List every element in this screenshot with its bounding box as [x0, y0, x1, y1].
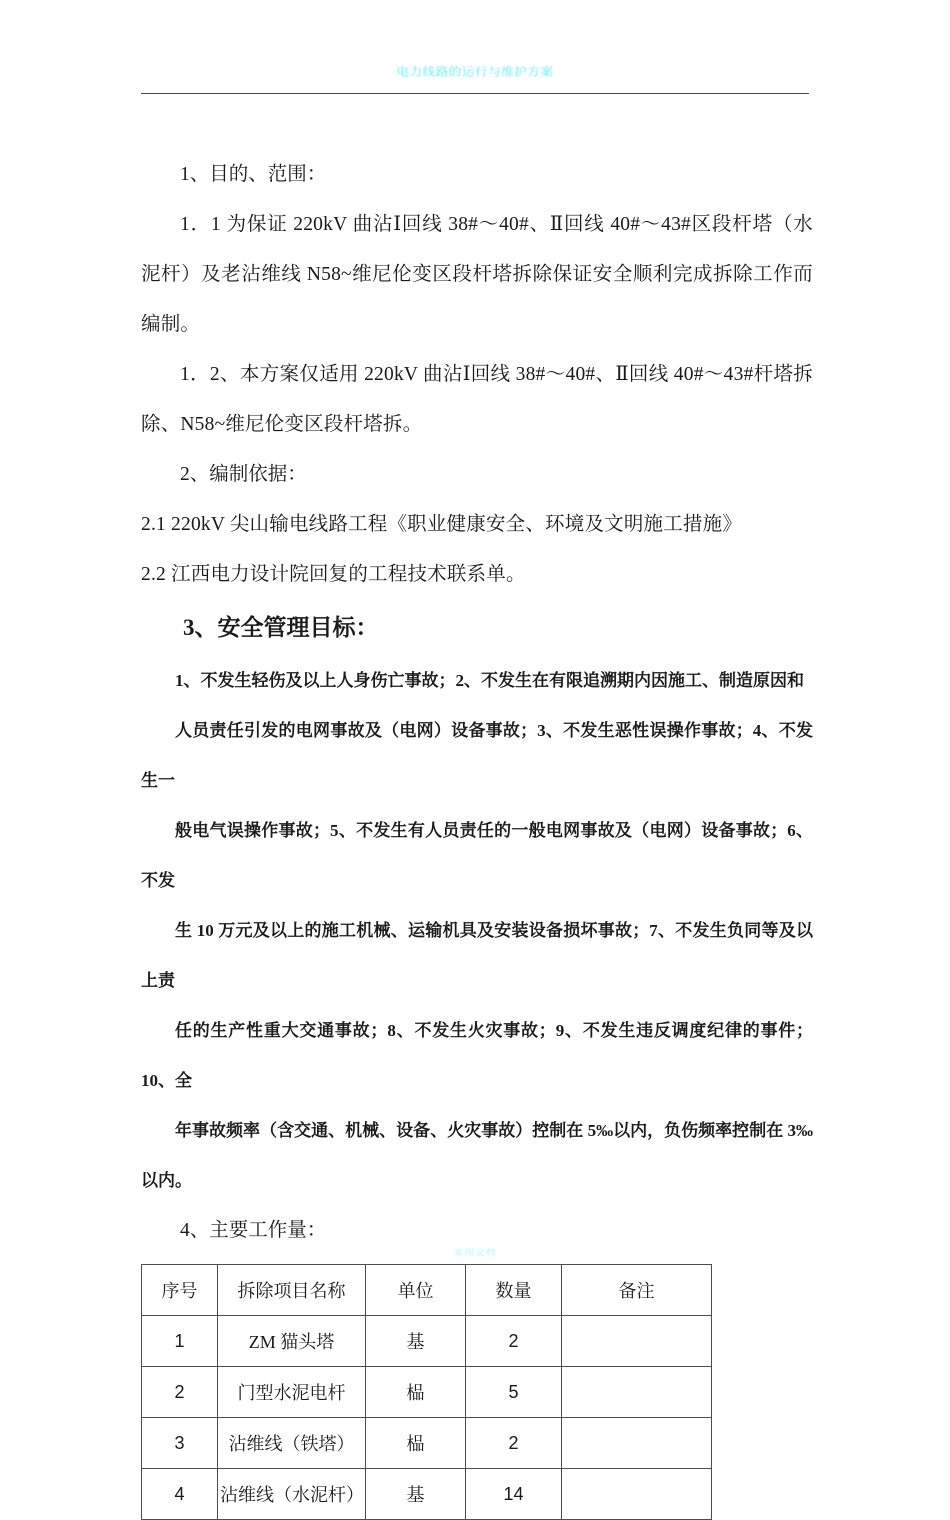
section-2-heading: 2、编制依据：	[180, 464, 307, 485]
cell-sequence-number: 4	[142, 1469, 218, 1520]
cell-item-name: 门型水泥电杆	[218, 1367, 366, 1418]
safety-goals-line: 年事故频率（含交通、机械、设备、火灾事故）控制在 5‰以内，负伤频率控制在 3‰以内。	[141, 1121, 813, 1190]
paragraph-1-1: 1．1 为保证 220kV 曲沾Ⅰ回线 38#～40#、Ⅱ回线 40#～43#区段杆塔（水泥杆）及老沾维线 N58~维尼伦变区段杆塔拆除保证安全顺利完成拆除工作而编制。	[141, 214, 813, 335]
cell-remark	[562, 1316, 712, 1367]
cell-sequence-number: 2	[142, 1367, 218, 1418]
table-row	[142, 1367, 712, 1418]
cell-unit: 榀	[366, 1418, 466, 1469]
table-header-cell: 数量	[466, 1265, 562, 1316]
section-4-heading: 4、主要工作量：	[180, 1220, 327, 1241]
cell-item-name: 沾维线（铁塔）	[218, 1418, 366, 1469]
table-header-cell: 单位	[366, 1265, 466, 1316]
table-header-cell: 备注	[562, 1265, 712, 1316]
table-header-cell: 序号	[142, 1265, 218, 1316]
header-divider-rule	[141, 93, 809, 94]
cell-item-name: ZM 猫头塔	[218, 1316, 366, 1367]
cell-quantity: 14	[466, 1469, 562, 1520]
page-footer	[0, 1243, 950, 1261]
cell-item-name: 沾维线（水泥杆）	[218, 1469, 366, 1520]
safety-goals-line: 般电气误操作事故；5、不发生有人员责任的一般电网事故及（电网）设备事故；6、不发	[141, 821, 813, 890]
safety-goals-line: 生 10 万元及以上的施工机械、运输机具及安装设备损坏事故；7、不发生负同等及以上责	[141, 921, 813, 990]
cell-quantity: 2	[466, 1418, 562, 1469]
safety-goals-line: 1、不发生轻伤及以上人身伤亡事故；2、不发生在有限追溯期内因施工、制造原因和	[175, 671, 804, 690]
cell-unit: 基	[366, 1316, 466, 1367]
document-content	[141, 150, 813, 1520]
cell-quantity: 2	[466, 1316, 562, 1367]
cell-sequence-number: 1	[142, 1316, 218, 1367]
cell-unit: 榀	[366, 1367, 466, 1418]
cell-remark	[562, 1367, 712, 1418]
table-row	[142, 1469, 712, 1520]
table-row	[142, 1316, 712, 1367]
cell-quantity: 5	[466, 1367, 562, 1418]
paragraph-2-1: 2.1 220kV 尖山输电线路工程《职业健康安全、环境及文明施工措施》	[141, 514, 743, 535]
work-quantity-table	[141, 1264, 712, 1520]
footer-watermark-text: 实用文档	[453, 1248, 497, 1258]
section-1-heading: 1、目的、范围：	[180, 164, 327, 185]
table-header-cell: 拆除项目名称	[218, 1265, 366, 1316]
safety-goals-paragraph	[141, 656, 813, 1206]
cell-sequence-number: 3	[142, 1418, 218, 1469]
section-3-heading: 3、安全管理目标：	[183, 615, 379, 640]
safety-goals-line: 任的生产性重大交通事故；8、不发生火灾事故；9、不发生违反调度纪律的事件；10、全	[141, 1021, 813, 1090]
header-watermark-text: 电力线路的运行与维护方案	[396, 65, 554, 79]
paragraph-1-2: 1．2、本方案仅适用 220kV 曲沾Ⅰ回线 38#～40#、Ⅱ回线 40#～43#杆塔拆除、N58~维尼伦变区段杆塔拆。	[141, 364, 813, 435]
cell-remark	[562, 1418, 712, 1469]
page-header	[0, 62, 950, 81]
table-row	[142, 1418, 712, 1469]
cell-remark	[562, 1469, 712, 1520]
safety-goals-line: 人员责任引发的电网事故及（电网）设备事故；3、不发生恶性误操作事故；4、不发生一	[141, 721, 813, 790]
cell-unit: 基	[366, 1469, 466, 1520]
table-header-row	[142, 1265, 712, 1316]
paragraph-2-2: 2.2 江西电力设计院回复的工程技术联系单。	[141, 564, 526, 585]
